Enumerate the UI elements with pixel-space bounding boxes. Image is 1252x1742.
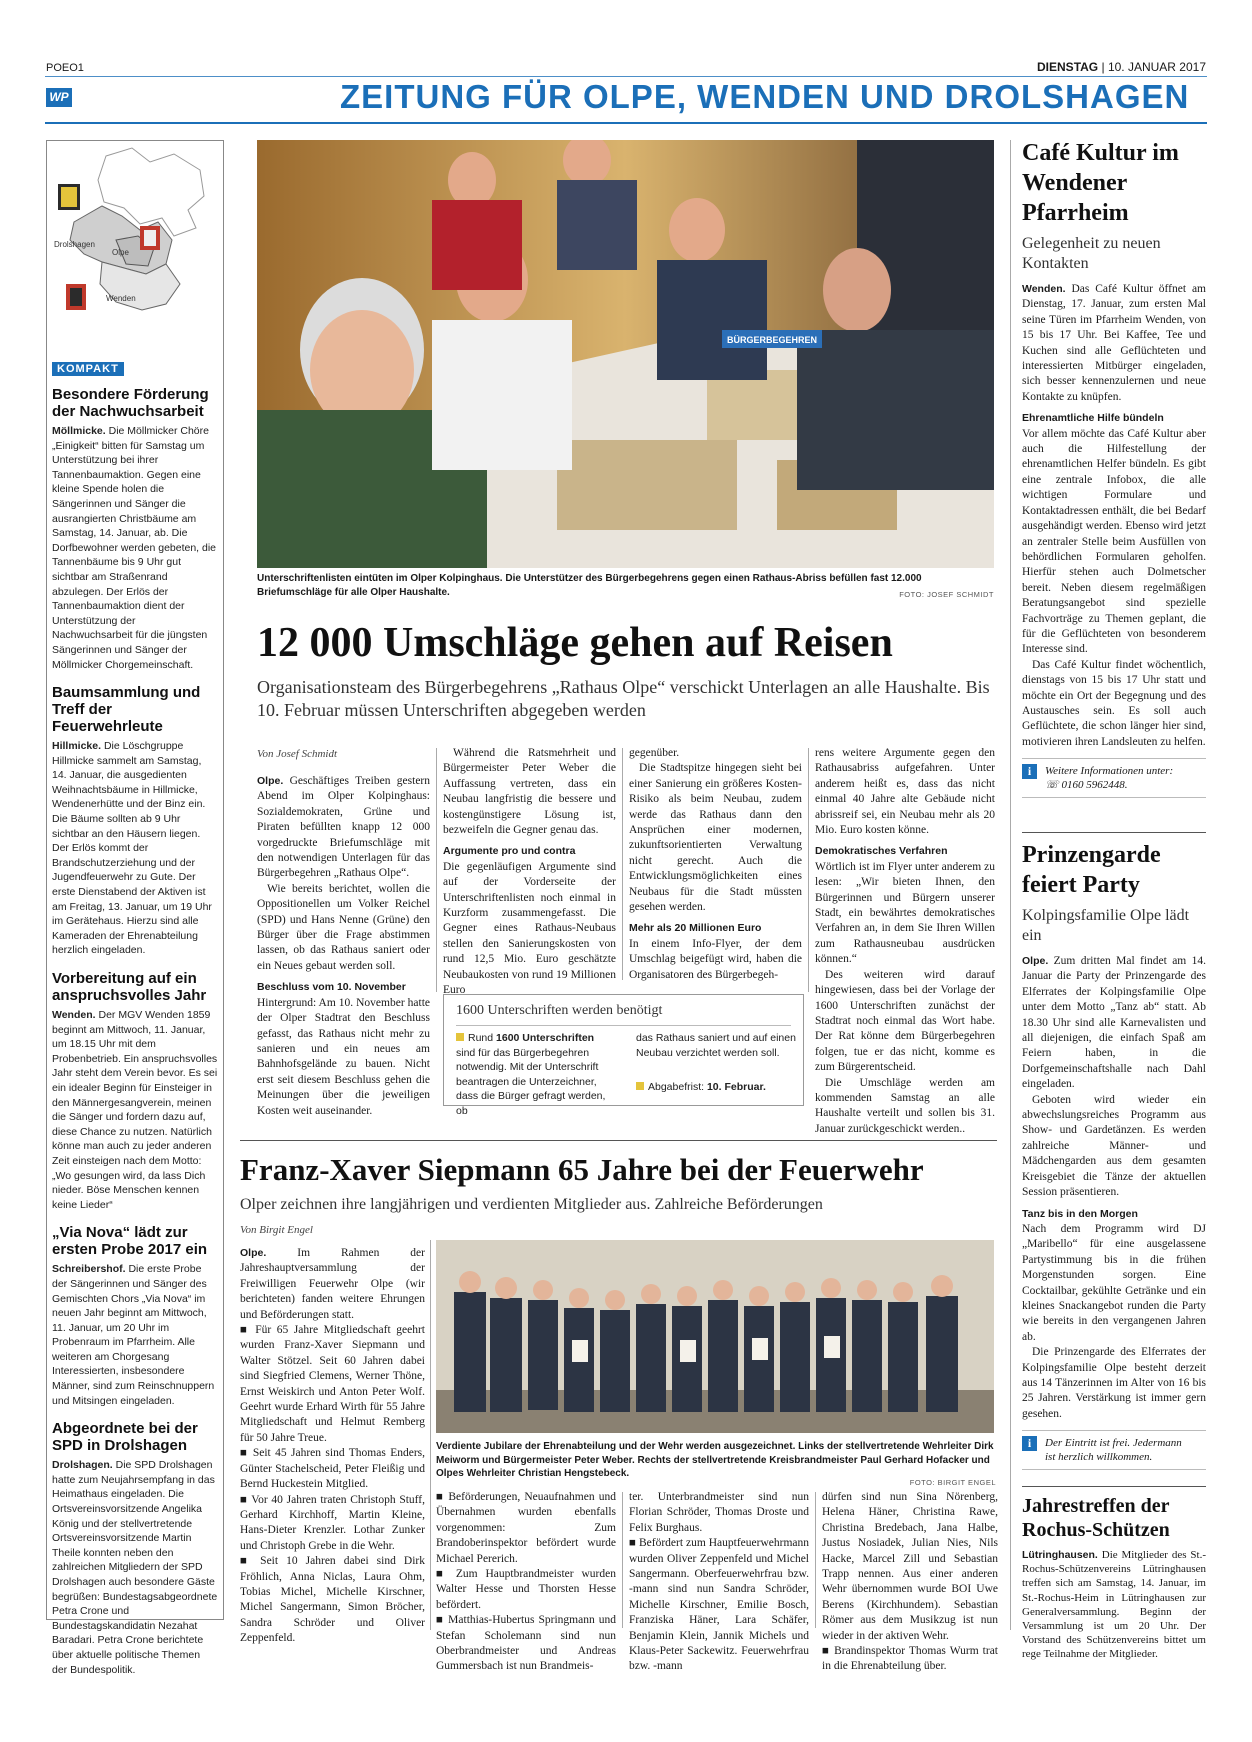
cafe-body <box>1022 282 1206 750</box>
lead-c1-p2: Wie bereits berichtet, wollen die Oppositionellen um Volker Reichel (SPD) und Hans Nenne (Grüne) den Bürger über die Frage abstimmen lassen, ob das Rathaus saniert oder ein Neues gebaut werden soll. <box>257 882 430 972</box>
prinzengarde-info-line-1: Der Eintritt ist frei. Jedermann <box>1045 1437 1182 1450</box>
feuerwehr-column-1 <box>240 1246 425 1647</box>
lead-photo-graphic <box>257 140 994 568</box>
feuerwehr-photo-credit: FOTO: BIRGIT ENGEL <box>909 1478 996 1487</box>
feuerwehr-p4: ■ Vor 40 Jahren traten Christoph Stuff, Gerhard Kirchhoff, Martin Kleine, Hans-Dieter Krenzler. Lothar Zunker und Christoph Grebe in die Wehr. <box>240 1493 425 1552</box>
feuerwehr-p2: ■ Für 65 Jahre Mitgliedschaft geehrt wurden Franz-Xaver Siepmann und Walter Stötzel. Seit 60 Jahren dabei sind Siegfried Clemens, Werner Thöne, Ernst Weiskirch und Anton Peter Wolf. Geehrt wurde Erhard Wirth für 55 Jahre Mitgliedschaft und Helmut Remberg für 50 Jahre Treue. <box>240 1324 425 1444</box>
feuerwehr-author: Von Birgit Engel <box>240 1224 313 1236</box>
region-map-graphic <box>54 144 219 332</box>
map-label-olpe: Olpe <box>112 248 129 257</box>
lead-c2-p1: Während die Ratsmehrheit und Bürgermeister Peter Weber die Auffassung vertreten, dass ein Neubau langfristig die bessere und kostengünstigere Lösung ist, bezweifeln die Gegner genau das. <box>443 747 616 837</box>
yellow-bullet-icon <box>456 1033 464 1041</box>
cafe-deck: Gelegenheit zu neuen Kontakten <box>1022 235 1161 272</box>
prinzengarde-headline: Prinzengarde feiert Party <box>1022 842 1161 898</box>
kompakt-body-4: Die erste Probe der Sängerinnen und Sänger des Gemischten Chors „Via Nova“ im neuen Jahr beginnt am Mittwoch, 11. Januar, um 20 Uhr im Probenraum im Pfarrheim. Alle weiteren am Chorgesang Interessierten, insbesondere Männer, sind zum Reinschnuppern und Mitsingen eingeladen. <box>52 1263 215 1407</box>
issue-date-text: 10. JANUAR 2017 <box>1107 60 1206 74</box>
kompakt-dateline-5: Drolshagen. <box>52 1459 113 1472</box>
cafe-p3: Das Café Kultur findet wöchentlich, dienstags von 15 bis 17 Uhr statt und möchte ein Ort der Begegnung und des Austausches sein. Es soll auch Geflüchtete, die schon länger hier sind, motivieren ihren Landsleuten zu helfen. <box>1022 658 1206 748</box>
lead-infobox-item-3b: 10. Februar. <box>706 1081 766 1093</box>
prinzengarde-p2: Geboten wird wieder ein abwechslungsreiches Programm aus Show- und Gardetänzen. Es werden zahlreiche Männer- und Mädchengarden aus dem gesamten Kreisgebiet die Tänze der aktuellen Session präsentieren. <box>1022 1093 1206 1199</box>
kompakt-headline-4: „Via Nova“ lädt zur ersten Probe 2017 ein <box>52 1224 208 1259</box>
cafe-article <box>1022 138 1206 798</box>
cafe-subhead: Ehrenamtliche Hilfe bündeln <box>1022 412 1164 425</box>
lead-infobox-item-1 <box>456 1031 616 1118</box>
info-icon: i <box>1022 764 1037 779</box>
lead-infobox-item-1b: 1600 Unterschriften <box>496 1032 595 1044</box>
prinzengarde-p3: Nach dem Programm wird DJ „Maribello“ für eine ausgelassene Partystimmung bis in die frühen Morgenstunden sorgen. Eine Cocktailbar, gekühlte Getränke und ein kleines Snackangebot runden die Party wie bereits in den vergangenen Jahren ab. <box>1022 1222 1206 1343</box>
feuerwehr-headline: Franz-Xaver Siepmann 65 Jahre bei der Feuerwehr <box>240 1152 924 1187</box>
kompakt-text-3 <box>52 1008 218 1212</box>
feuerwehr-deck: Olper zeichnen ihre langjährigen und verdienten Mitglieder aus. Zahlreiche Beförderungen <box>240 1196 823 1213</box>
lead-c1-p3: Hintergrund: Am 10. November hatte der Olper Stadtrat den Beschluss gefasst, das Rathaus nicht mehr zu sanieren und ein neues am Bahnhofsgelände zu bauen. Nicht erst seit diesem Beschluss gehen die Meinungen über die jeweiligen Kosten weit auseinander. <box>257 996 430 1117</box>
lead-c3-p1: gegenüber. <box>629 747 680 759</box>
masthead-rule-bottom <box>45 122 1207 124</box>
cafe-p2: Vor allem möchte das Café Kultur aber auch die Hilfestellung der ehrenamtlichen Helfer bündeln. Es gibt eine zentrale Infobox, die alle wichtigen Formulare und Kontaktadressen enthält, die bei Bedarf ausgehändigt werden. Ebenso wird jetzt an zentraler Stelle beim Ausfüllen von behördlichen Formularen geholfen. Hierfür stehen auch Dolmetscher bereit. Neben diesem regelmäßigen Beratungsangebot sind spezielle Fachvorträge zu Themen geplant, die für die Geflüchteten von besonderem Interesse sind. <box>1022 427 1206 656</box>
rochus-dateline: Lütringhausen. <box>1022 1549 1098 1561</box>
map-label-drolshagen: Drolshagen <box>54 240 95 249</box>
lead-dateline: Olpe. <box>257 775 284 787</box>
lead-photo-caption: Unterschriftenlisten eintüten im Olper Kolpinghaus. Die Unterstützer des Bürgerbegehrens gegen einen Rathaus-Abriss befüllen fast 12.000 Briefumschläge für alle Olper Haushalte. <box>257 573 922 598</box>
lead-c4-subhead: Demokratisches Verfahren <box>815 845 948 858</box>
feuerwehr-col-rule-2 <box>622 1492 623 1628</box>
issue-date: DIENSTAG | 10. JANUAR 2017 <box>1037 60 1206 74</box>
lead-author: Von Josef Schmidt <box>257 748 338 760</box>
feuerwehr-p1: Im Rahmen der Jahreshauptversammlung der Freiwilligen Feuerwehr Olpe (wir berichteten) fanden weitere Ehrungen und Beförderungen statt. <box>240 1247 425 1321</box>
lead-c2-subhead: Argumente pro und contra <box>443 845 576 858</box>
cafe-info-text <box>1045 764 1173 792</box>
lead-photo <box>257 140 994 568</box>
cafe-info-box <box>1022 758 1206 798</box>
feuerwehr-column-4: dürfen sind nun Sina Nörenberg, Helena Häner, Christina Rawe, Christina Bredebach, Jana Halbe, Justus Nosiadek, Julian Nies, Nils Hacke, Marcel Zill und Sebastian Trapp nennen. Aus einer anderen Wehr übernommen wurde BOI Uwe Berens (Kirchhundem). Sebastian Römer aus dem Musikzug ist nun wieder in der aktiven Wehr. ■ Brandinspektor Thomas Wurm trat in die Ehrenabteilung über. <box>822 1491 998 1673</box>
kompakt-headline-1: Besondere Förderung der Nachwuchsarbeit <box>52 386 209 420</box>
prinzengarde-p4: Die Prinzengarde des Elferrates der Kolpingsfamilie Olpe besteht derzeit aus 14 Tänzerinnen im Alter von 16 bis 25 Jahren. Verstärkung ist immer gern gesehen. <box>1022 1346 1206 1420</box>
prinzengarde-info-box <box>1022 1430 1206 1470</box>
right-divider-1 <box>1022 832 1206 833</box>
kompakt-headline-2: Baumsammlung und Treff der Feuerwehrleute <box>52 684 201 736</box>
rochus-body <box>1022 1548 1206 1662</box>
rochus-headline: Jahrestreffen der Rochus-Schützen <box>1022 1495 1170 1541</box>
prinzengarde-body <box>1022 954 1206 1422</box>
lead-c1-p1: Geschäftiges Treiben gestern Abend im Olper Kolpinghaus: Sozialdemokraten, Grüne und Piraten befüllten knapp 12 000 vorgedruckte Briefumschläge mit den notwendigen Unterlagen für das Bürgerbegehren „Rathaus Olpe“. <box>257 775 430 880</box>
rochus-article <box>1022 1494 1206 1662</box>
info-icon: i <box>1022 1436 1037 1451</box>
lead-c4-p1: rens weitere Argumente gegen den Rathausabriss aufgefahren. Unter anderem heißt es, dass das nicht einmal 40 Jahre alte Gebäude nicht abrissreif sei, ein Neubau mehr als 20 Mio. Euro kosten könne. <box>815 747 995 837</box>
cafe-headline: Café Kultur im Wendener Pfarrheim <box>1022 140 1179 226</box>
right-divider-2 <box>1022 1486 1206 1487</box>
prinzengarde-dateline: Olpe. <box>1022 955 1049 967</box>
lead-c3-subhead: Mehr als 20 Millionen Euro <box>629 922 762 935</box>
lead-infobox-title: 1600 Unterschriften werden benötigt <box>456 1003 791 1026</box>
lead-column-3 <box>629 746 802 983</box>
masthead-title: ZEITUNG FÜR OLPE, WENDEN UND DROLSHAGEN <box>340 78 1190 115</box>
lead-c3-p3: In einem Info-Flyer, der dem Umschlag beigefügt wird, haben die Organisatoren des Bürgerbegeh- <box>629 937 802 981</box>
feuerwehr-dateline: Olpe. <box>240 1247 267 1259</box>
kompakt-dateline-2: Hillmicke. <box>52 740 102 753</box>
feuerwehr-photo-graphic <box>436 1240 994 1433</box>
lead-column-2 <box>443 746 616 999</box>
kompakt-label: KOMPAKT <box>52 362 124 376</box>
feuerwehr-p5: ■ Seit 10 Jahren dabei sind Dirk Fröhlich, Anna Niclas, Laura Ohm, Tobias Michel, Michelle Kirschner, Michel Sangermann, Simon Bröcher, Sandra Schröder und Oliver Zeppenfeld. <box>240 1555 425 1645</box>
lead-c2-p2: Die gegenläufigen Argumente sind auf der Vorderseite der Unterschriftenlisten noch einmal in Kurzform zusammengefasst. Die Gegner eines Rathaus-Neubaus stellen den Sanierungskosten von rund 12,5 Mio. Euro geschätzte Neubaukosten von rund 19 Millionen Euro <box>443 860 616 997</box>
kompakt-text-5 <box>52 1458 218 1677</box>
lead-infobox-item-3a: Abgabefrist: <box>648 1081 707 1093</box>
prinzengarde-info-line-2: ist herzlich willkommen. <box>1045 1451 1153 1464</box>
prinzengarde-info-text <box>1045 1436 1182 1464</box>
feuerwehr-col-rule-1 <box>430 1240 431 1630</box>
lead-col-rule-2 <box>622 748 623 980</box>
kompakt-text-2 <box>52 739 218 958</box>
lead-c3-p2: Die Stadtspitze hingegen sieht bei einer Sanierung ein größeres Kosten-Risiko als beim Neubau, zudem werde das Rathaus dann den Ansprüchen einer modernen, zukunftsorientierten Verwaltung nicht gerecht. Auch die Entwicklungsmöglichkeiten eines Neubaus für die Stadt müssten gesehen werden. <box>629 762 802 914</box>
feuerwehr-p3: ■ Seit 45 Jahren sind Thomas Enders, Günter Stachelscheid, Peter Fleißig und Bernd Huckestein Mitglied. <box>240 1447 425 1491</box>
kompakt-text-1 <box>52 424 218 672</box>
cafe-p1: Das Café Kultur öffnet am Dienstag, 17. Januar, zum ersten Mal seine Türen im Pfarrheim Wenden, von 15 bis 17 Uhr. Bei Kaffee, Tee und Kuchen sind alle Geflüchteten und interessierten Mitbürger eingeladen, sich besser kennenzulernen und neue Kontakte zu knüpfen. <box>1022 283 1206 403</box>
prinzengarde-p1: Zum dritten Mal findet am 14. Januar die Party der Prinzengarde des Elferrates der Kolpingsfamilie Olpe unter dem Motto „Tanz ab“ statt. Ab 18.30 Uhr sind alle Karnevalisten und all diejenigen, die einfach Spaß am Feiern haben, in die Dorfgemeinschaftshalle nach Dahl eingeladen. <box>1022 955 1207 1091</box>
lead-infobox-item-3 <box>636 1081 796 1093</box>
prinzengarde-subhead: Tanz bis in den Morgen <box>1022 1207 1138 1220</box>
kompakt-body-5: Die SPD Drolshagen hatte zum Neujahrsempfang in das Heimathaus eingeladen. Die Ortsvereinsvorsitzende Angelika König und der stellvertretende Ortsvereinsvorsitzende Martin Theile konnten neben den zahlreichen Mitgliedern der SPD Drolshagen auch besondere Gäste begrüßen: Bundestagsabgeordnete Petra Crone und Bundestagskandidatin Nezahat Baradari. Petra Crone berichtete über aktuelle politische Themen der Bundespolitik. <box>52 1459 218 1676</box>
lead-infobox-item-1a: Rund <box>468 1032 497 1044</box>
kompakt-headline-5: Abgeordnete bei der SPD in Drolshagen <box>52 1420 198 1455</box>
prinzengarde-article <box>1022 840 1206 1470</box>
yellow-bullet-icon <box>636 1082 644 1090</box>
feuerwehr-column-3: ter. Unterbrandmeister sind nun Florian Schröder, Thomas Droste und Felix Burghaus. ■ Befördert zum Hauptfeuerwehrmann wurden Oliver Zeppenfeld und Michel Sangermann. Oberfeuerwehrfrau bzw. -mann sind nun Sandra Schröder, Michelle Kirschner, Emilie Bosch, Franziska Häner, Lara Schäfer, Benjamin Klein, Jannik Michels und Klaus-Peter Sackewitz. Feuerwehrfrau bzw. -mann <box>629 1491 809 1673</box>
page-code: POEO1 <box>46 62 84 74</box>
issue-day: DIENSTAG <box>1037 60 1099 74</box>
lead-col-rule-3 <box>808 748 809 992</box>
right-column-rule <box>1010 140 1011 1630</box>
lead-photo-sign-text: BÜRGERBEGEHREN <box>727 335 818 345</box>
masthead-rule-top <box>45 76 1207 77</box>
kompakt-dateline-3: Wenden. <box>52 1009 96 1021</box>
cafe-dateline: Wenden. <box>1022 283 1066 295</box>
wp-logo: WP <box>46 88 72 107</box>
kompakt-dateline-1: Möllmicke. <box>52 425 106 437</box>
cafe-info-line-2: ☏ 0160 5962448. <box>1045 779 1128 792</box>
map-label-wenden: Wenden <box>106 294 136 303</box>
lead-infobox-item-1c: sind für das Bürgerbegehren notwendig. Mit der Unterschrift beantragen die Unterzeichner, dass die Bürger gefragt werden, ob <box>456 1046 606 1117</box>
lead-c1-subhead: Beschluss vom 10. November <box>257 981 406 994</box>
region-map <box>54 144 219 332</box>
lead-photo-credit: FOTO: JOSEF SCHMIDT <box>899 590 994 599</box>
rochus-p1: Die Mitglieder des St.-Rochus-Schützenvereins Lütringhausen treffen sich am Samstag, 14. Januar, im St.-Rochus-Heim in Lütringhausen zur Generalversammlung. Beginn der Versammlung ist um 20 Uhr. Der Vorstand des Schützenvereins bittet um rege Teilnahme der Mitglieder. <box>1022 1549 1206 1661</box>
kompakt-headline-3: Vorbereitung auf ein anspruchsvolles Jahr <box>52 970 207 1004</box>
feuerwehr-photo <box>436 1240 994 1433</box>
lead-headline: 12 000 Umschläge gehen auf Reisen <box>257 620 893 666</box>
kompakt-body-3: Der MGV Wenden 1859 beginnt am Mittwoch, 11. Januar, um 18.15 Uhr mit dem Probenbetrieb. Ein anspruchsvolles Jahr steht dem Verein bevor. Es sei ein idealer Beginn für Einsteiger in den Männergesangverein, meinen die Sänger und fordern dazu auf, diese Chance zu nutzen. Natürlich könne man auch zu jeder anderen Zeit einsteigen nach dem Motto: „Wo gesungen wird, da lass Dich nieder. Böse Menschen kennen keine Lieder“ <box>52 1009 218 1211</box>
lead-column-1 <box>257 774 430 1119</box>
lead-infobox <box>443 994 804 1117</box>
feuerwehr-column-2: ■ Beförderungen, Neuaufnahmen und Übernahmen wurden ebenfalls vorgenommen: Zum Brandoberinspektor befördert wurde Michael Pererich. ■ Zum Hauptbrandmeister wurden Walter Hesse und Thorsten Hesse befördert. ■ Matthias-Hubertus Springmann und Stefan Scholemann sind nun Oberbrandmeister und Andreas Gummersbach ist nun Brandmeis- <box>436 1491 616 1673</box>
prinzengarde-deck: Kolpingsfamilie Olpe lädt ein <box>1022 907 1190 944</box>
lead-c4-p2: Wörtlich ist im Flyer unter anderem zu lesen: „Wir bieten Ihnen, den Bürgerinnen und Bürgern unserer Stadt, ein bewährtes demokratisches Verfahren an, in dem Sie Ihren Willen zum Rathausneubau ausdrücken können.“ <box>815 860 995 966</box>
lead-c4-p4: Die Umschläge werden am kommenden Samstag an alle Haushalte verteilt und sollen bis 31. Januar zurückgeschickt werden.. <box>815 1076 995 1135</box>
lead-c4-p3: Des weiteren wird darauf hingewiesen, dass bei der Vorlage der 1600 Unterschriften zunächst der Stadtrat noch einmal das Wort habe. Der Rat könne dem Bürgerbegehren folgen, tue er das nicht, komme es zum Bürgerentscheid. <box>815 968 995 1074</box>
feuerwehr-col-rule-3 <box>815 1492 816 1628</box>
kompakt-section <box>52 359 218 1677</box>
lead-col-rule-1 <box>436 748 437 992</box>
lead-infobox-item-2: das Rathaus saniert und auf einen Neubau verzichtet werden soll. <box>636 1032 796 1059</box>
cafe-info-line-1: Weitere Informationen unter: <box>1045 765 1174 778</box>
feuerwehr-photo-caption: Verdiente Jubilare der Ehrenabteilung und der Wehr werden ausgezeichnet. Links der stellvertretende Wehrleiter Dirk Meiworm und Bürgermeister Peter Weber. Rechts der stellvertretende Kreisbrandmeister Paul Gerhard Hofacker und Olpes Wehrleiter Christian Hengstebeck. <box>436 1441 994 1479</box>
lead-column-4 <box>815 746 995 1137</box>
kompakt-body-2: Die Löschgruppe Hillmicke sammelt am Samstag, 14. Januar, die ausgedienten Weihnachtsbäume in Hillmicke, Wendenerhütte und der Binz ein. Die Bäume sollten ab 9 Uhr sichtbar an den Häusern liegen. Der Erlös kommt der Brandschutzerziehung und der Jugendfeuerwehr zu Gute. Der erste Dienstabend der Aktiven ist am Freitag, 13. Januar, um 19 Uhr im Gerätehaus. Hierzu sind alle Kameraden der Ehrenabteilung herzlich eingeladen. <box>52 740 212 957</box>
kompakt-dateline-4: Schreibershof. <box>52 1263 126 1276</box>
section-divider <box>240 1140 997 1141</box>
kompakt-text-4 <box>52 1262 218 1408</box>
lead-deck: Organisationsteam des Bürgerbegehrens „Rathaus Olpe“ verschickt Unterlagen an alle Haushalte. Bis 10. Februar müssen Unterschriften abgegeben werden <box>257 677 990 720</box>
kompakt-body-1: Die Möllmicker Chöre „Einigkeit“ bitten für Samstag um Unterstützung bei ihrer Tannenbaumaktion. Gegen eine kleine Spende holen die Sängerinnen und Sänger die ausrangierten Christbäume am Samstag, 14. Januar, ab. Die Dorfbewohner werden gebeten, die Tannenbäume bis 9 Uhr gut sichtbar am Straßenrand abzulegen. Der Erlös der Tannenbaumaktion dient der Unterstützung der Nachwuchsarbeit für die jüngsten Sängerinnen und Sänger der Möllmicker Chorgemeinschaft. <box>52 425 217 671</box>
